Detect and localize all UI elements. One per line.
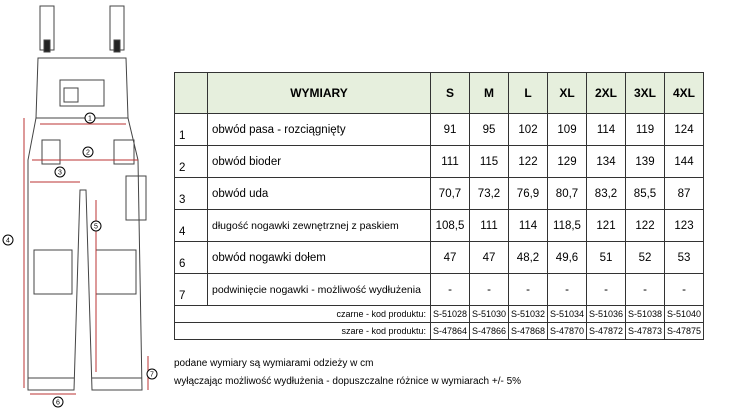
table-cell: -: [548, 274, 587, 306]
table-cell: 119: [626, 114, 665, 146]
table-cell: 52: [626, 242, 665, 274]
callout-2: [83, 147, 93, 157]
header-size: 2XL: [587, 73, 626, 114]
left-knee-pad: [34, 250, 72, 294]
header-size: S: [431, 73, 470, 114]
table-cell: -: [470, 274, 509, 306]
table-cell: 134: [587, 146, 626, 178]
row-number: 1: [175, 114, 208, 146]
table-cell: 73,2: [470, 178, 509, 210]
table-header-row: [175, 73, 704, 114]
table-cell: 85,5: [626, 178, 665, 210]
table-cell: 122: [509, 146, 548, 178]
table-cell: 83,2: [587, 178, 626, 210]
table-cell: 102: [509, 114, 548, 146]
table-cell: 111: [470, 210, 509, 242]
product-code-label: szare - kod produktu:: [175, 323, 431, 340]
table-cell: -: [509, 274, 548, 306]
product-code: S-51034: [548, 306, 587, 323]
table-row: [175, 274, 704, 306]
table-row: [175, 114, 704, 146]
table-cell: 47: [431, 242, 470, 274]
product-code: S-51040: [665, 306, 704, 323]
table-cell: 91: [431, 114, 470, 146]
callout-4: [3, 235, 13, 245]
header-size: M: [470, 73, 509, 114]
row-label: obwód pasa - rozciągnięty: [208, 114, 431, 146]
bib: [36, 58, 128, 118]
svg-text:6: 6: [56, 399, 60, 407]
svg-text:5: 5: [94, 223, 98, 231]
product-code: S-47870: [548, 323, 587, 340]
table-cell: 139: [626, 146, 665, 178]
row-number: 7: [175, 274, 208, 306]
row-label: podwinięcie nogawki - możliwość wydłużenia: [208, 274, 431, 306]
table-cell: 49,6: [548, 242, 587, 274]
product-code: S-51032: [509, 306, 548, 323]
row-label: obwód uda: [208, 178, 431, 210]
table-row: [175, 210, 704, 242]
row-label: obwód bioder: [208, 146, 431, 178]
leg-pocket: [126, 176, 146, 220]
table-cell: -: [665, 274, 704, 306]
header-blank: [175, 73, 208, 114]
table-cell: 48,2: [509, 242, 548, 274]
table-cell: 123: [665, 210, 704, 242]
right-knee-pad: [96, 250, 136, 294]
table-row: [175, 146, 704, 178]
table-cell: 76,9: [509, 178, 548, 210]
header-size: XL: [548, 73, 587, 114]
table-cell: 124: [665, 114, 704, 146]
table-cell: 95: [470, 114, 509, 146]
svg-text:1: 1: [88, 115, 92, 123]
note-units: podane wymiary są wymiarami odzieży w cm: [174, 358, 374, 369]
product-code: S-47864: [431, 323, 470, 340]
table-cell: 53: [665, 242, 704, 274]
svg-text:4: 4: [6, 237, 10, 245]
product-code: S-51028: [431, 306, 470, 323]
svg-text:2: 2: [86, 149, 90, 157]
trousers-outline: [28, 115, 142, 390]
product-code: S-51038: [626, 306, 665, 323]
table-row: [175, 242, 704, 274]
header-size: L: [509, 73, 548, 114]
row-number: 4: [175, 210, 208, 242]
header-size: 4XL: [665, 73, 704, 114]
table-cell: 87: [665, 178, 704, 210]
header-title: WYMIARY: [208, 73, 431, 114]
table-cell: -: [431, 274, 470, 306]
table-cell: 122: [626, 210, 665, 242]
table-cell: 121: [587, 210, 626, 242]
size-table: [174, 72, 704, 340]
callout-6: [53, 397, 63, 407]
product-code-row: [175, 323, 704, 340]
table-cell: 109: [548, 114, 587, 146]
product-code-label: czarne - kod produktu:: [175, 306, 431, 323]
product-code: S-51030: [470, 306, 509, 323]
table-cell: -: [626, 274, 665, 306]
table-cell: -: [587, 274, 626, 306]
table-cell: 80,7: [548, 178, 587, 210]
table-cell: 115: [470, 146, 509, 178]
dungarees-diagram: [0, 0, 170, 410]
svg-text:7: 7: [150, 371, 154, 379]
callout-1: [85, 113, 95, 123]
callout-7: [147, 369, 157, 379]
product-code: S-47866: [470, 323, 509, 340]
callout-3: [55, 167, 65, 177]
product-code-row: [175, 306, 704, 323]
header-size: 3XL: [626, 73, 665, 114]
table-cell: 108,5: [431, 210, 470, 242]
product-code: S-47868: [509, 323, 548, 340]
row-number: 3: [175, 178, 208, 210]
row-number: 6: [175, 242, 208, 274]
table-cell: 129: [548, 146, 587, 178]
note-tolerance: wyłączając możliwość wydłużenia - dopuszczalne różnice w wymiarach +/- 5%: [174, 376, 522, 387]
svg-text:3: 3: [58, 169, 62, 177]
row-label: obwód nogawki dołem: [208, 242, 431, 274]
product-code: S-47873: [626, 323, 665, 340]
table-cell: 144: [665, 146, 704, 178]
table-cell: 118,5: [548, 210, 587, 242]
table-row: [175, 178, 704, 210]
table-cell: 51: [587, 242, 626, 274]
product-code: S-47872: [587, 323, 626, 340]
table-cell: 114: [587, 114, 626, 146]
table-cell: 114: [509, 210, 548, 242]
table-cell: 70,7: [431, 178, 470, 210]
product-code: S-51036: [587, 306, 626, 323]
product-code: S-47875: [665, 323, 704, 340]
row-label: długość nogawki zewnętrznej z paskiem: [208, 210, 431, 242]
table-cell: 47: [470, 242, 509, 274]
row-number: 2: [175, 146, 208, 178]
table-cell: 111: [431, 146, 470, 178]
callout-5: [91, 221, 101, 231]
